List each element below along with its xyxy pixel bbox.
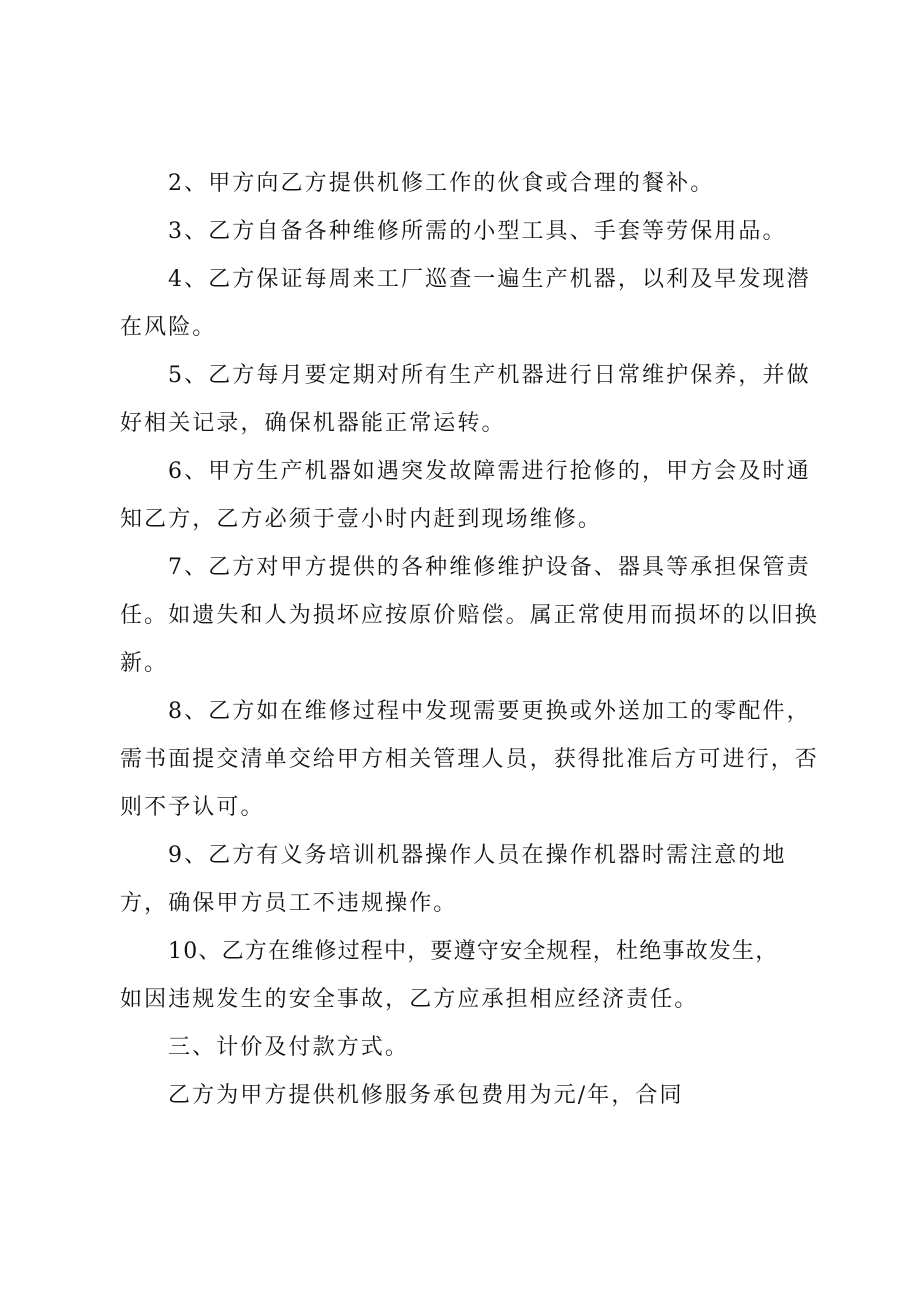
clause-10-continued: 如因违规发生的安全事故，乙方应承担相应经济责任。 bbox=[120, 987, 699, 1012]
clause-9: 9、乙方有义务培训机器操作人员在操作机器时需注意的地方，确保甲方员工不违规操作。 bbox=[120, 843, 787, 916]
clause-10: 10、乙方在维修过程中，要遵守安全规程，杜绝事故发生， bbox=[168, 939, 779, 964]
clause-4: 4、乙方保证每周来工厂巡查一遍生产机器，以利及早发现潜在风险。 bbox=[120, 267, 811, 340]
pricing-paragraph: 乙方为甲方提供机修服务承包费用为元/年，合同 bbox=[168, 1083, 684, 1108]
document-body bbox=[120, 160, 820, 1120]
clause-3: 3、乙方自备各种维修所需的小型工具、手套等劳保用品。 bbox=[168, 219, 787, 244]
clause-5: 5、乙方每月要定期对所有生产机器进行日常维护保养，并做好相关记录，确保机器能正常运转。 bbox=[120, 363, 811, 436]
clause-7: 7、乙方对甲方提供的各种维修维护设备、器具等承担保管责任。如遗失和人为损坏应按原价赔偿。属正常使用而损坏的以旧换新。 bbox=[120, 555, 819, 676]
clause-6: 6、甲方生产机器如遇突发故障需进行抢修的，甲方会及时通知乙方，乙方必须于壹小时内赶到现场维修。 bbox=[120, 459, 811, 532]
clause-2: 2、甲方向乙方提供机修工作的伙食或合理的餐补。 bbox=[168, 171, 715, 196]
section-heading-pricing: 三、计价及付款方式。 bbox=[168, 1035, 410, 1060]
clause-8: 8、乙方如在维修过程中发现需要更换或外送加工的零配件，需书面提交清单交给甲方相关管理人员，获得批准后方可进行，否则不予认可。 bbox=[120, 699, 819, 820]
